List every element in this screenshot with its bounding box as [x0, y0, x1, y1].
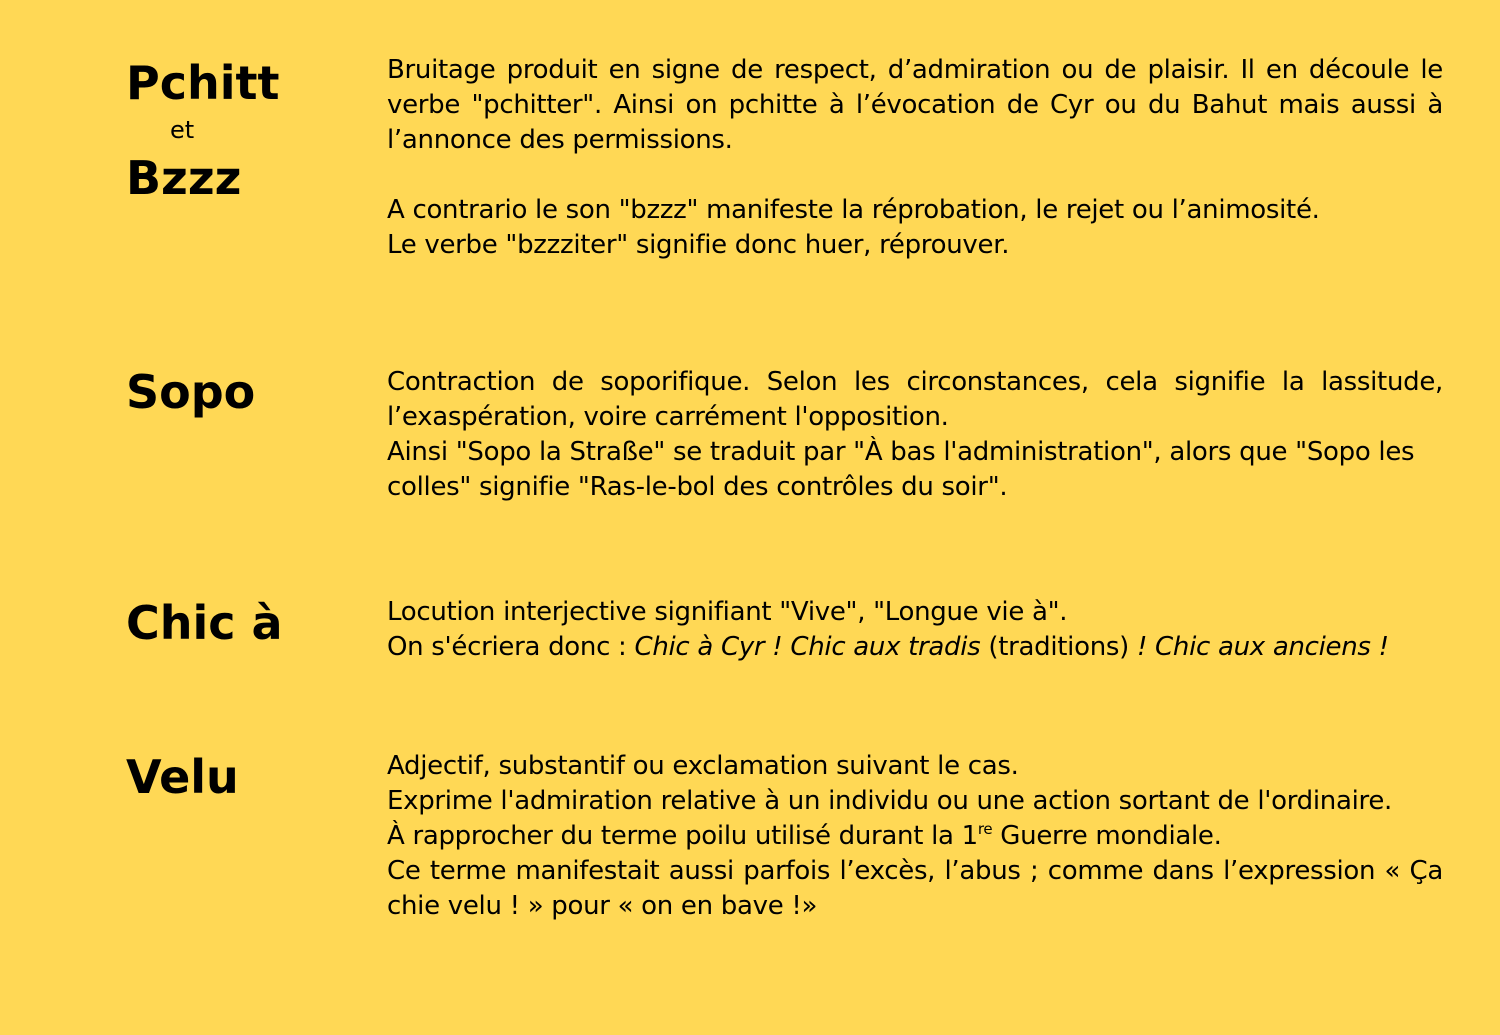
definition-pchitt-bzzz: [387, 53, 1443, 263]
term-pchitt: Pchitt: [126, 56, 280, 110]
definition-text: Guerre mondiale.: [992, 821, 1222, 851]
definition-line: Ce terme manifestait aussi parfois l’excès, l’abus ; comme dans l’expression « Ça chie velu ! » pour « on en bave !»: [387, 856, 1443, 921]
definition-line: [387, 630, 1443, 665]
definition-text: À rapprocher du terme poilu utilisé durant la 1: [387, 821, 978, 851]
term-velu: Velu: [126, 750, 239, 804]
definition-paragraph: A contrario le son "bzzz" manifeste la réprobation, le rejet ou l’animosité.: [387, 195, 1320, 225]
definition-italic-text: Chic à Cyr ! Chic aux tradis: [634, 632, 981, 662]
definition-paragraph: Contraction de soporifique. Selon les circonstances, cela signifie la lassitude, l’exaspération, voire carrément l'opposition.: [387, 367, 1443, 432]
definition-text: (traditions): [980, 632, 1137, 662]
definition-line: Exprime l'admiration relative à un individu ou une action sortant de l'ordinaire.: [387, 786, 1392, 816]
definition-text: On s'écriera donc :: [387, 632, 635, 662]
definition-paragraph: Bruitage produit en signe de respect, d’admiration ou de plaisir. Il en découle le verbe "pchitter". Ainsi on pchitte à l’évocation de Cyr ou du Bahut mais aussi à l’annonce des permissions.: [387, 55, 1443, 155]
definition-line: Locution interjective signifiant "Vive", "Longue vie à".: [387, 597, 1068, 627]
definition-paragraph: Le verbe "bzzziter" signifie donc huer, réprouver.: [387, 230, 1010, 260]
term-connector-et: et: [170, 116, 195, 144]
term-chic-a: Chic à: [126, 596, 283, 650]
definition-line: [387, 819, 1443, 854]
definition-velu: [387, 749, 1443, 924]
definition-line: Adjectif, substantif ou exclamation suivant le cas.: [387, 751, 1019, 781]
definition-paragraph: Ainsi "Sopo la Straße" se traduit par "À bas l'administration", alors que "Sopo les colles" signifie "Ras-le-bol des contrôles du soir".: [387, 437, 1415, 502]
definition-italic-text: ! Chic aux anciens !: [1136, 632, 1389, 662]
term-bzzz: Bzzz: [126, 151, 242, 205]
ordinal-superscript: re: [977, 820, 993, 838]
definition-chic-a: [387, 595, 1443, 665]
definition-sopo: [387, 365, 1443, 505]
term-sopo: Sopo: [126, 365, 256, 419]
